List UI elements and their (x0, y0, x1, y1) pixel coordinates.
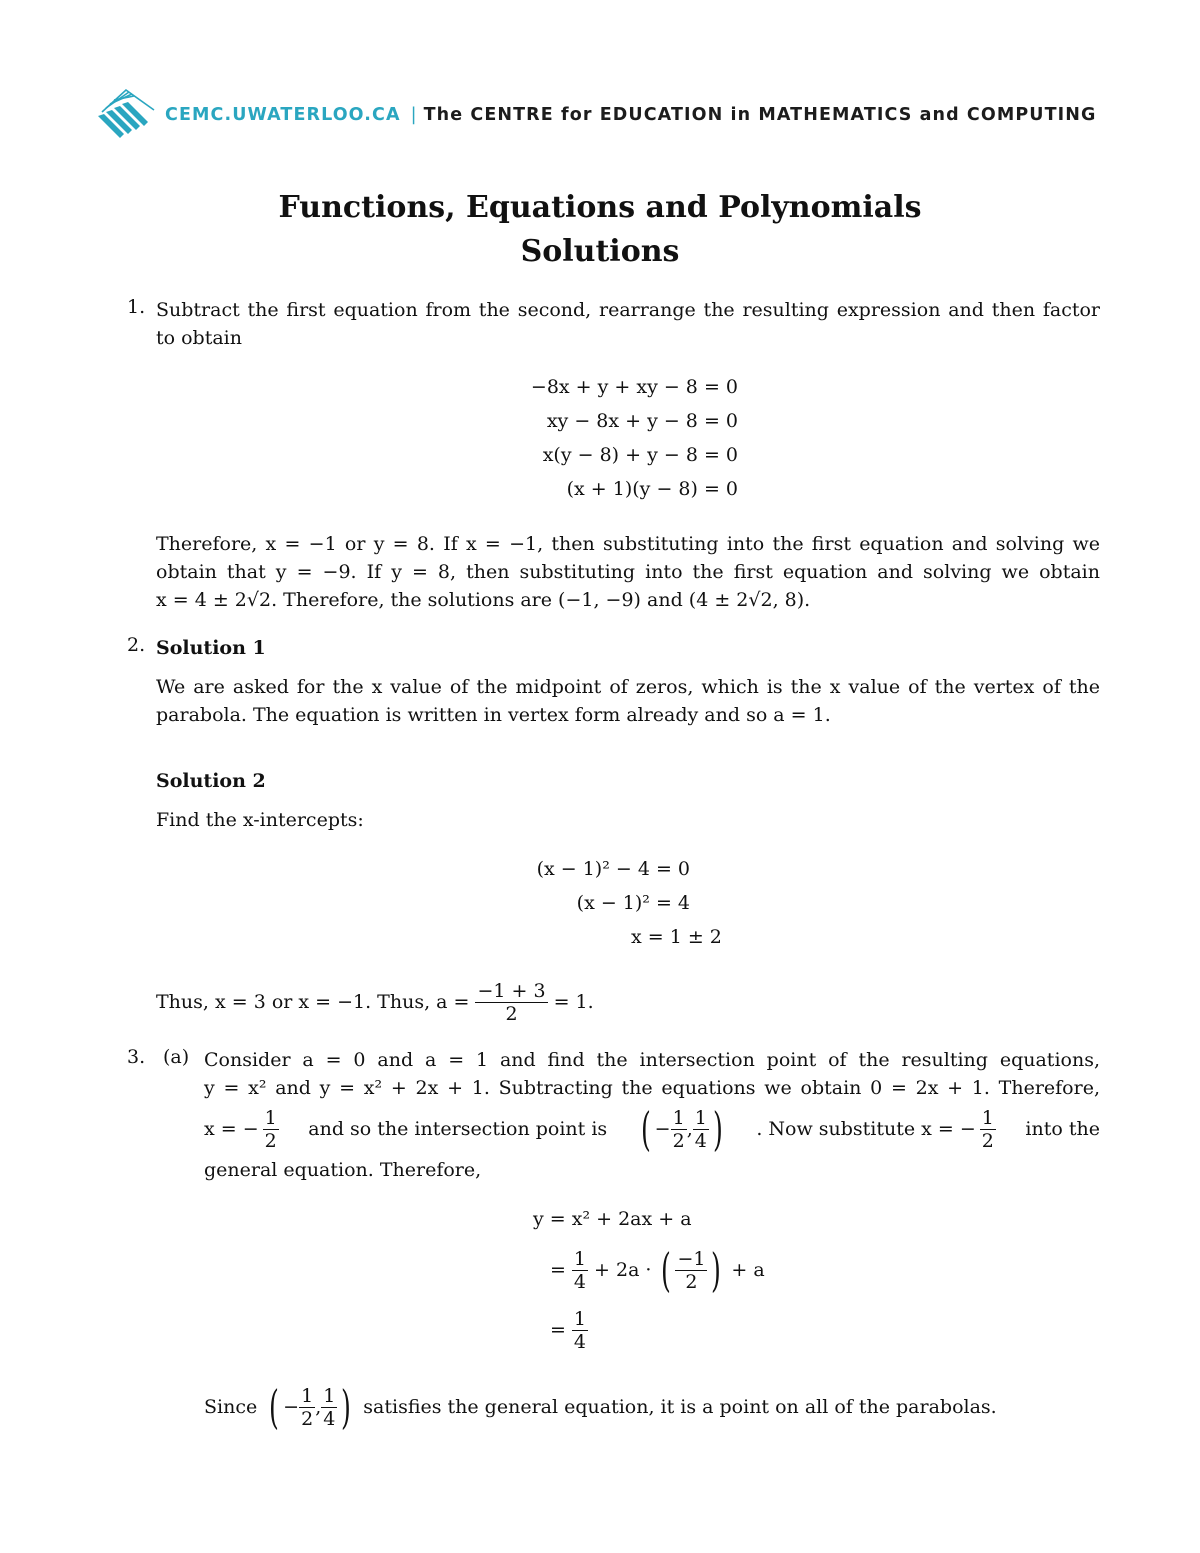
q3-since-line (204, 1376, 997, 1438)
since-sep: , (315, 1396, 322, 1418)
point-x-num: 1 (672, 1106, 685, 1129)
q3-line3-x-eq: x = − (204, 1118, 259, 1140)
q3-line3 (204, 1100, 1100, 1158)
eq2-right-paren: ) (711, 1243, 722, 1297)
q3-eq2 (550, 1240, 765, 1300)
q3-intersection-point (637, 1102, 727, 1156)
q1-number: 1. (127, 296, 146, 318)
q2-thus-numerator: −1 + 3 (477, 979, 546, 1002)
q2-thus-prefix: Thus, x = 3 or x = −1. Thus, a = (156, 991, 470, 1013)
q3-since-suffix: satisfies the general equation, it is a point on all of the parabolas. (363, 1396, 997, 1418)
q3-eq1: y = x² + 2ax + a (533, 1208, 692, 1230)
q3-eq3-den: 4 (573, 1330, 587, 1353)
q2-equation-3: x = 1 ± 2 (631, 926, 722, 948)
point-x-fraction (671, 1107, 687, 1152)
q2-thus-denominator: 2 (505, 1002, 518, 1025)
point-sep: , (686, 1118, 693, 1140)
q2-thus-line (156, 976, 594, 1028)
since-x-num: 1 (301, 1384, 314, 1407)
q2-equation-2: (x − 1)² = 4 (576, 892, 690, 914)
q3-eq2-mid: + 2a · (594, 1259, 652, 1281)
left-paren: ( (640, 1102, 651, 1156)
q3-since: Since (204, 1396, 258, 1418)
eq2-left-paren: ( (661, 1243, 672, 1297)
q3-eq2-end: + a (731, 1259, 765, 1281)
q3-eq3-num: 1 (573, 1307, 587, 1330)
q3-eq2-quarter-den: 4 (573, 1270, 587, 1293)
q3-eq2-quarter-num: 1 (573, 1247, 587, 1270)
q2-solution2-heading: Solution 2 (156, 770, 266, 792)
q3-line3-end: into the (1025, 1118, 1100, 1140)
q1-conclusion-line3: x = 4 ± 2√2. Therefore, the solutions are (−1, −9) and (4 ± 2√2, 8). (156, 589, 811, 611)
point-minus: − (654, 1118, 671, 1140)
q1-equation-4: (x + 1)(y − 8) = 0 (566, 478, 738, 500)
q3-half-den: 2 (264, 1129, 277, 1152)
q3-half-fraction (263, 1107, 279, 1152)
q3-half-fraction-2 (980, 1107, 996, 1152)
q3-line4: general equation. Therefore, (204, 1159, 482, 1181)
q3-since-point (265, 1380, 355, 1434)
q2-equation-1: (x − 1)² − 4 = 0 (536, 858, 690, 880)
site-header (165, 105, 1096, 125)
q3-eq3-quarter (572, 1308, 588, 1353)
since-left-paren: ( (269, 1380, 280, 1434)
q2-thus-suffix: = 1. (553, 991, 594, 1013)
q3-eq2-inner-den: 2 (685, 1270, 698, 1293)
since-right-paren: ) (341, 1380, 352, 1434)
point-x-den: 2 (672, 1129, 685, 1152)
q3-half2-num: 1 (981, 1106, 994, 1129)
q3-eq2-quarter (572, 1248, 588, 1293)
q3-eq2-inner-fraction (675, 1248, 707, 1293)
page-subtitle: Solutions (520, 234, 680, 269)
since-y-num: 1 (323, 1384, 336, 1407)
q3-eq3 (550, 1302, 588, 1358)
q1-conclusion-line1: Therefore, x = −1 or y = 8. If x = −1, then substituting into the first equation and solving we (156, 533, 1100, 555)
site-link[interactable]: CEMC.UWATERLOO.CA (165, 105, 401, 125)
q3-line1: Consider a = 0 and a = 1 and find the intersection point of the resulting equations, (204, 1049, 1100, 1071)
q3-line3-text: and so the intersection point is (308, 1118, 608, 1140)
right-paren: ) (712, 1102, 723, 1156)
q2-solution2-intro: Find the x-intercepts: (156, 809, 364, 831)
q3-eq3-equals: = (550, 1319, 566, 1341)
q1-equation-3: x(y − 8) + y − 8 = 0 (542, 444, 738, 466)
q2-solution1-line1: We are asked for the x value of the midpoint of zeros, which is the x value of the vertex of the (156, 676, 1100, 698)
q3-number: 3. (127, 1046, 146, 1068)
point-y-num: 1 (694, 1106, 707, 1129)
centre-name: The CENTRE for EDUCATION in MATHEMATICS and COMPUTING (423, 105, 1097, 125)
q3-half-num: 1 (264, 1106, 277, 1129)
q3-part-a: (a) (163, 1046, 190, 1068)
point-y-den: 4 (694, 1129, 707, 1152)
q3-line3-substitute: . Now substitute x = − (756, 1118, 976, 1140)
q2-number: 2. (127, 634, 146, 656)
cemc-logo (96, 86, 158, 142)
q1-equation-2: xy − 8x + y − 8 = 0 (546, 410, 738, 432)
since-minus: − (283, 1396, 300, 1418)
q1-intro-line1: Subtract the first equation from the second, rearrange the resulting expression and then factor (156, 299, 1100, 321)
q3-line2: y = x² and y = x² + 2x + 1. Subtracting the equations we obtain 0 = 2x + 1. Therefore, (204, 1077, 1100, 1099)
since-x-den: 2 (301, 1407, 314, 1430)
q3-half2-den: 2 (981, 1129, 994, 1152)
q2-thus-fraction (475, 980, 547, 1025)
point-y-fraction (693, 1107, 709, 1152)
q1-equation-1: −8x + y + xy − 8 = 0 (530, 376, 738, 398)
page-title: Functions, Equations and Polynomials (278, 190, 922, 225)
since-y-fraction (321, 1385, 337, 1430)
q3-eq2-inner-num: −1 (677, 1247, 706, 1270)
q2-solution1-line2: parabola. The equation is written in vertex form already and so a = 1. (156, 704, 831, 726)
q1-intro-line2: to obtain (156, 327, 242, 349)
q1-conclusion-line2: obtain that y = −9. If y = 8, then substituting into the first equation and solving we obtain (156, 561, 1100, 583)
since-y-den: 4 (323, 1407, 336, 1430)
q3-eq2-equals: = (550, 1259, 566, 1281)
since-x-fraction (299, 1385, 315, 1430)
header-separator: | (410, 105, 418, 125)
q2-solution1-heading: Solution 1 (156, 637, 266, 659)
